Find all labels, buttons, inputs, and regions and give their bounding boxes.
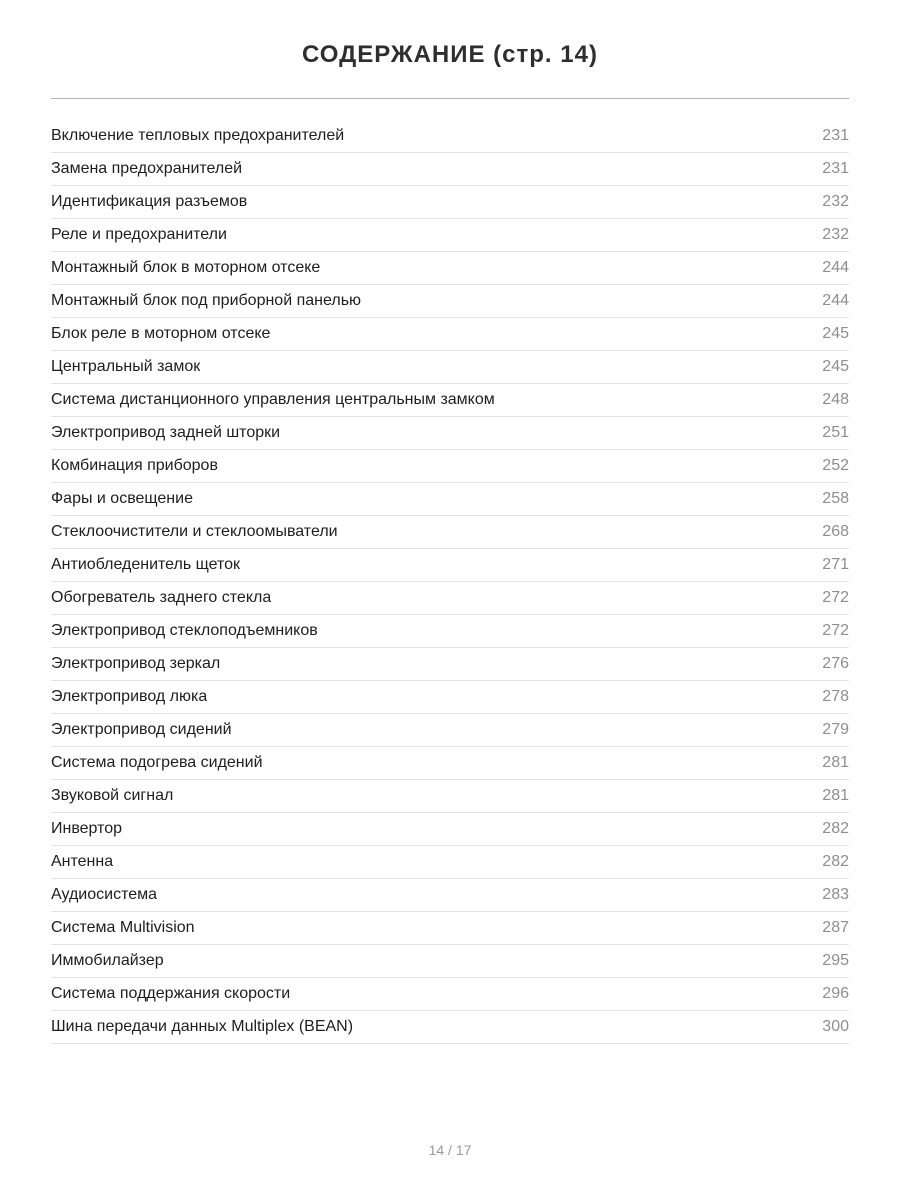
page-indicator: 14 / 17 bbox=[428, 1142, 472, 1158]
toc-row bbox=[51, 978, 849, 1011]
toc-list bbox=[51, 120, 849, 1044]
toc-entry-page: 279 bbox=[822, 721, 849, 738]
toc-entry-title: Комбинация приборов bbox=[51, 457, 218, 474]
toc-entry-page: 282 bbox=[822, 820, 849, 837]
toc-entry-page: 244 bbox=[822, 259, 849, 276]
toc-row bbox=[51, 549, 849, 582]
toc-entry-title: Система дистанционного управления центральным замком bbox=[51, 391, 495, 408]
toc-entry-title: Иммобилайзер bbox=[51, 952, 164, 969]
toc-row bbox=[51, 351, 849, 384]
toc-entry-title: Электропривод зеркал bbox=[51, 655, 221, 672]
toc-row bbox=[51, 483, 849, 516]
toc-entry-title: Монтажный блок под приборной панелью bbox=[51, 292, 362, 309]
toc-row bbox=[51, 813, 849, 846]
toc-row bbox=[51, 879, 849, 912]
title-divider bbox=[51, 98, 849, 99]
toc-entry-title: Стеклоочистители и стеклоомыватели bbox=[51, 523, 338, 540]
toc-row bbox=[51, 516, 849, 549]
toc-row bbox=[51, 450, 849, 483]
toc-entry-title: Антиобледенитель щеток bbox=[51, 556, 241, 573]
toc-row bbox=[51, 714, 849, 747]
toc-entry-title: Центральный замок bbox=[51, 358, 201, 375]
toc-entry-page: 251 bbox=[822, 424, 849, 441]
toc-entry-title: Система подогрева сидений bbox=[51, 754, 263, 771]
toc-entry-page: 278 bbox=[822, 688, 849, 705]
toc-entry-title: Антенна bbox=[51, 853, 114, 870]
toc-entry-page: 281 bbox=[822, 787, 849, 804]
page-title: СОДЕРЖАНИЕ (стр. 14) bbox=[302, 41, 598, 68]
toc-entry-title: Звуковой сигнал bbox=[51, 787, 174, 804]
toc-entry-page: 271 bbox=[822, 556, 849, 573]
toc-entry-page: 272 bbox=[822, 589, 849, 606]
toc-entry-title: Аудиосистема bbox=[51, 886, 158, 903]
toc-entry-page: 245 bbox=[822, 358, 849, 375]
toc-row bbox=[51, 318, 849, 351]
toc-entry-title: Включение тепловых предохранителей bbox=[51, 127, 345, 144]
toc-entry-title: Электропривод люка bbox=[51, 688, 208, 705]
toc-entry-page: 244 bbox=[822, 292, 849, 309]
toc-row bbox=[51, 417, 849, 450]
toc-entry-page: 231 bbox=[822, 127, 849, 144]
toc-row bbox=[51, 153, 849, 186]
toc-entry-page: 272 bbox=[822, 622, 849, 639]
toc-entry-title: Инвертор bbox=[51, 820, 123, 837]
toc-entry-page: 296 bbox=[822, 985, 849, 1002]
toc-entry-title: Система Multivision bbox=[51, 919, 195, 936]
toc-entry-title: Монтажный блок в моторном отсеке bbox=[51, 259, 321, 276]
toc-row bbox=[51, 186, 849, 219]
toc-entry-page: 300 bbox=[822, 1018, 849, 1035]
toc-row bbox=[51, 846, 849, 879]
toc-row bbox=[51, 384, 849, 417]
toc-entry-title: Реле и предохранители bbox=[51, 226, 227, 243]
toc-row bbox=[51, 615, 849, 648]
toc-entry-title: Замена предохранителей bbox=[51, 160, 243, 177]
toc-entry-title: Шина передачи данных Multiplex (BEAN) bbox=[51, 1018, 354, 1035]
toc-entry-page: 232 bbox=[822, 226, 849, 243]
toc-entry-title: Система поддержания скорости bbox=[51, 985, 291, 1002]
toc-entry-page: 252 bbox=[822, 457, 849, 474]
toc-entry-title: Обогреватель заднего стекла bbox=[51, 589, 272, 606]
toc-row bbox=[51, 648, 849, 681]
toc-entry-page: 282 bbox=[822, 853, 849, 870]
toc-row bbox=[51, 780, 849, 813]
toc-entry-page: 232 bbox=[822, 193, 849, 210]
toc-entry-page: 258 bbox=[822, 490, 849, 507]
toc-entry-page: 295 bbox=[822, 952, 849, 969]
toc-row bbox=[51, 252, 849, 285]
toc-row bbox=[51, 681, 849, 714]
toc-entry-title: Электропривод задней шторки bbox=[51, 424, 281, 441]
toc-entry-page: 283 bbox=[822, 886, 849, 903]
toc-row bbox=[51, 912, 849, 945]
toc-entry-page: 281 bbox=[822, 754, 849, 771]
toc-entry-title: Фары и освещение bbox=[51, 490, 193, 507]
toc-entry-page: 245 bbox=[822, 325, 849, 342]
toc-row bbox=[51, 945, 849, 978]
toc-entry-page: 276 bbox=[822, 655, 849, 672]
toc-entry-page: 268 bbox=[822, 523, 849, 540]
toc-entry-title: Электропривод стеклоподъемников bbox=[51, 622, 318, 639]
toc-entry-page: 231 bbox=[822, 160, 849, 177]
toc-row bbox=[51, 747, 849, 780]
toc-row bbox=[51, 120, 849, 153]
toc-row bbox=[51, 219, 849, 252]
toc-row bbox=[51, 582, 849, 615]
toc-row bbox=[51, 285, 849, 318]
toc-entry-title: Идентификация разъемов bbox=[51, 193, 248, 210]
toc-row bbox=[51, 1011, 849, 1044]
toc-entry-page: 248 bbox=[822, 391, 849, 408]
toc-entry-title: Блок реле в моторном отсеке bbox=[51, 325, 271, 342]
toc-entry-page: 287 bbox=[822, 919, 849, 936]
toc-entry-title: Электропривод сидений bbox=[51, 721, 232, 738]
